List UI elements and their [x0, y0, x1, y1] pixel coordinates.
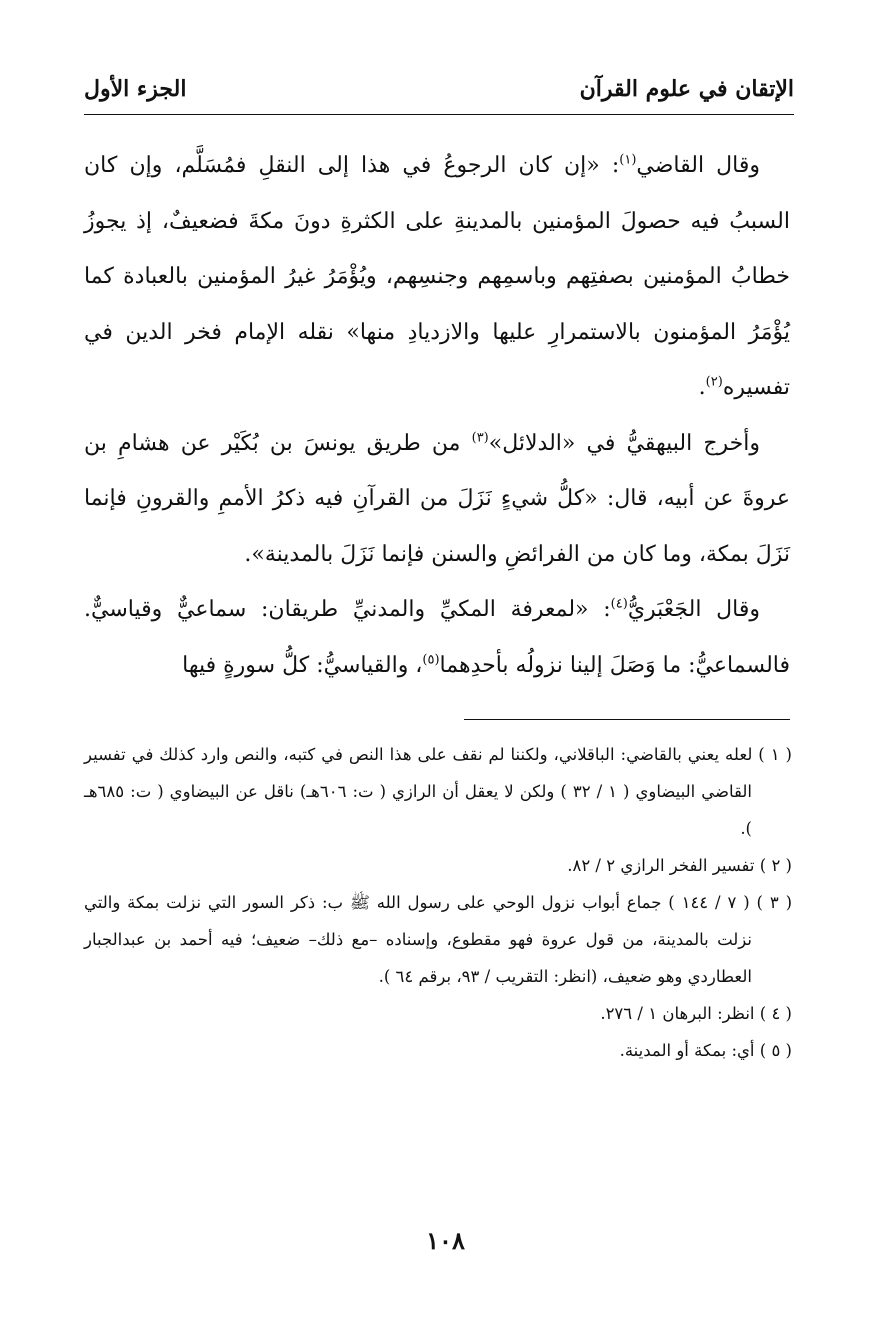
running-header [84, 64, 794, 114]
book-title: الإتقان في علوم القرآن [579, 76, 794, 102]
footnote: ( ١ ) لعله يعني بالقاضي: الباقلاني، ولكننا لم نقف على هذا النص في كتبه، والنص وارد كذلك في تفسير القاضي البيضاوي ( ١ / ٣٢ ) ولكن لا يعقل أن الرازي ( ت: ٦٠٦هـ) ناقل عن البيضاوي ( ت: ٦٨٥هـ ). [84, 745, 792, 838]
header-rule [84, 114, 794, 115]
paragraph: وقال القاضي$^{(١)}$: «إن كان الرجوعُ في هذا إلى النقلِ فمُسَلَّم، وإن كان السببُ فيه حصولَ المؤمنين بالمدينةِ على الكثرةِ دونَ مكةَ فضعيفٌ، إذ يجوزُ خطابُ المؤمنين بصفتِهم وباسمِهم وجنسِهم، ويُؤْمَرُ غيرُ المؤمنين بالعبادة كما يُؤْمَرُ المؤمنون بالاستمرارِ عليها والازديادِ منها» نقله الإمام فخر الدين في تفسيره$^{(٢)}$. [84, 152, 790, 400]
footnote: ( ٢ ) تفسير الفخر الرازي ٢ / ٨٢. [567, 856, 792, 875]
volume-label: الجزء الأول [84, 76, 187, 102]
paragraph: وأخرج البيهقيُّ في «الدلائل»$^{(٣)}$ من طريق يونسَ بن بُكَيْر عن هشامِ بن عروةَ عن أبيه، قال: «كلُّ شيءٍ نَزَلَ من القرآنِ فيه ذكرُ الأممِ والقرونِ فإنما نَزَلَ بمكة، وما كان من الفرائضِ والسنن فإنما نَزَلَ بالمدينة». [84, 430, 790, 567]
main-text [84, 138, 790, 693]
footnote: ( ٣ ) ( ٧ / ١٤٤ ) جماع أبواب نزول الوحي على رسول الله ﷺ ب: ذكر السور التي نزلت بمكة والتي نزلت بالمدينة، من قول عروة فهو مقطوع، وإسناده –مع ذلك– ضعيف؛ فيه أحمد بن عبدالجبار العطاردي وهو ضعيف، (انظر: التقريب / ٩٣، برقم ٦٤ ). [84, 893, 793, 986]
footnote: ( ٥ ) أي: بمكة أو المدينة. [619, 1041, 792, 1060]
footnote: ( ٤ ) انظر: البرهان ١ / ٢٧٦. [600, 1004, 792, 1023]
footnotes [84, 736, 792, 1069]
paragraph: وقال الجَعْبَريُّ$^{(٤)}$: «لمعرفة المكيِّ والمدنيِّ طريقان: سماعيٌّ وقياسيٌّ. فالسماعيُّ: ما وَصَلَ إلينا نزولُه بأحدِهما$^{(٥)}$، والقياسيُّ: كلُّ سورةٍ فيها [84, 596, 790, 678]
page-number: ١٠٨ [426, 1226, 465, 1255]
footnote-rule [464, 719, 790, 720]
